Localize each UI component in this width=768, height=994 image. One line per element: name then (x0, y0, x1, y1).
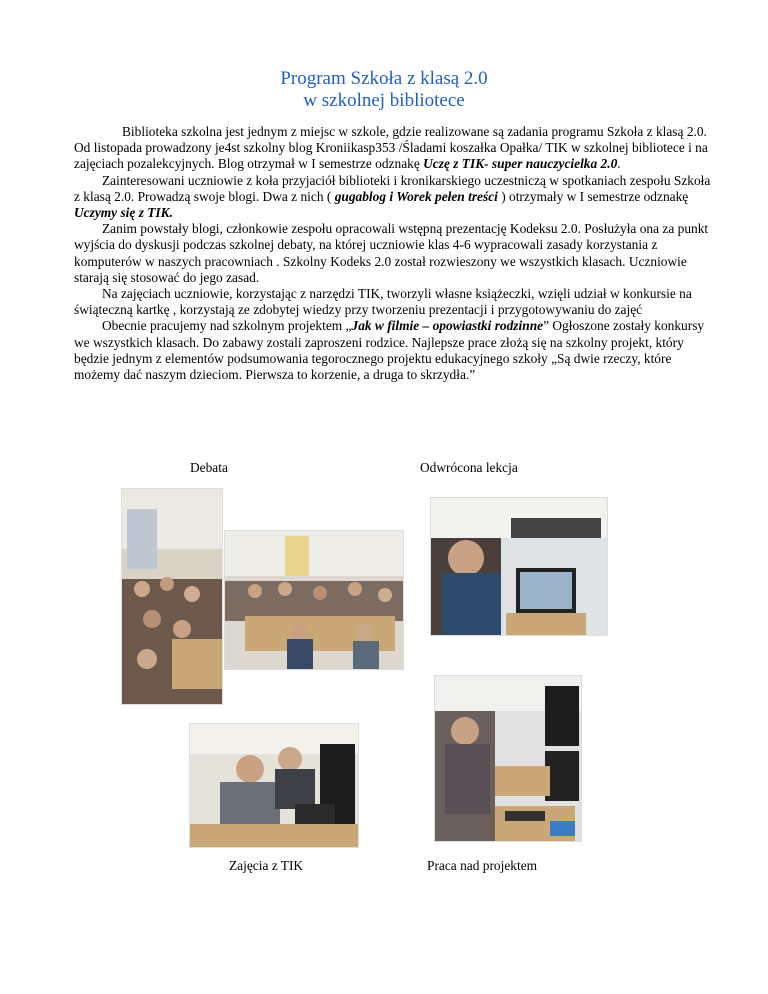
page-subtitle: w szkolnej bibliotece (303, 90, 465, 111)
caption-debata: Debata (190, 460, 228, 475)
caption-odwrocona-lekcja: Odwrócona lekcja (420, 460, 518, 475)
paragraph-5: Obecnie pracujemy nad szkolnym projektem „Jak w filmie – opowiastki rodzinne” Ogłoszone zostały konkursy we wszystkich klasach. Do zabawy zostali zaproszeni rodzice. Najlepsze prace złożą się na szkolny projekt, który będzie jednym z elementów podsumowania tegorocznego projektu edukacyjnego szkoły „Są dwie rzeczy, które możemy dać naszym dzieciom. Pierwsza to korzenie, a druga to skrzydła.” (74, 318, 705, 383)
paragraph-1: Biblioteka szkolna jest jednym z miejsc w szkole, gdzie realizowane są zadania programu Szkoła z klasą 2.0. Od listopada prowadzony je4st szkolny blog Kroniikasp353 /Śladami koszałka Opałka/ TIK w szkolnej bibliotece i na zajęciach pozalekcyjnych. Blog otrzymał w I semestrze odznakę Uczę z TIK- super nauczycielka 2.0. (74, 124, 708, 172)
article-body (74, 124, 714, 383)
photo-debata-1 (121, 488, 223, 705)
paragraph-3: Zanim powstały blogi, członkowie zespołu opracowali wstępną prezentację Kodeksu 2.0. Posłużyła ona za punkt wyjścia do dyskusji podczas szkolnej debaty, na której uczniowie klas 4-6 wypracowali zasady korzystania z komputerów w naszych pracowniach . Szkolny Kodeks 2.0 został rozwieszony we wszystkich klasach. Uczniowie starają się stosować do jego zasad. (74, 221, 709, 285)
photo-zajecia-z-tik (189, 723, 359, 848)
page-title: Program Szkoła z klasą 2.0 (280, 68, 488, 89)
blog-names: gugablog i Worek pełen treści (334, 188, 498, 204)
paragraph-4: Na zajęciach uczniowie, korzystając z narzędzi TIK, tworzyli własne książeczki, wzięli udział w konkursie na świąteczną kartkę , korzystają ze zdobytej wiedzy przy tworzeniu prezentacji i przygotowywaniu do zajęć (74, 286, 692, 318)
badge-name-1: Uczę z TIK- super nauczycielka 2.0 (423, 156, 618, 172)
project-name: Jak w filmie – opowiastki rodzinne (351, 318, 544, 334)
photo-praca-nad-projektem (434, 675, 582, 842)
photo-odwrocona-lekcja (430, 497, 608, 636)
caption-zajecia-z-tik: Zajęcia z TIK (229, 858, 304, 873)
caption-praca-nad-projektem: Praca nad projektem (427, 858, 538, 873)
paragraph-2: Zainteresowani uczniowie z koła przyjaciół biblioteki i kronikarskiego uczestniczą w spotkaniach zespołu Szkoła z klasą 2.0. Prowadzą swoje blogi. Dwa z nich ( gugablog i Worek pełen treści ) otrzymały w I semestrze odznakę Uczymy się z TIK. (74, 172, 711, 221)
photo-debata-2 (224, 530, 404, 670)
badge-name-2: Uczymy się z TIK. (74, 205, 173, 221)
